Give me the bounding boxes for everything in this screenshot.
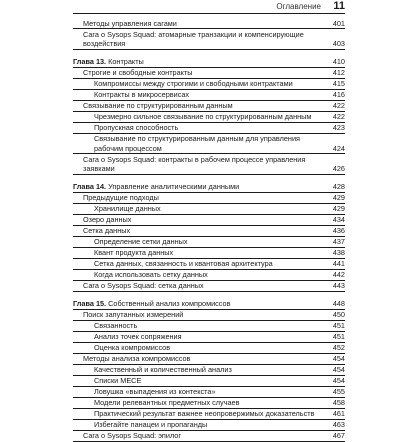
toc-entry-title (94, 237, 331, 247)
toc-entry-text: Озеро данных (83, 215, 132, 224)
toc-entry[interactable] (73, 123, 345, 134)
toc-entry-text: Связывание по структурированным данным (83, 101, 233, 110)
toc-entry-title (83, 354, 331, 364)
toc-entry[interactable] (73, 365, 345, 376)
toc-page-number: 455 (332, 387, 345, 396)
toc-page-number: 424 (332, 143, 345, 153)
toc-entry-title (94, 123, 331, 133)
toc-entry-title (83, 193, 331, 203)
toc-entry[interactable] (73, 343, 345, 354)
toc-entry-title (94, 343, 331, 353)
toc-entry-text: Сетка данных (83, 226, 131, 235)
toc-entry[interactable] (73, 90, 345, 101)
toc-entry-title (94, 420, 331, 430)
toc-entry-title (94, 270, 331, 280)
toc-entry-title (83, 19, 331, 29)
toc-page-number: 401 (332, 18, 345, 28)
toc-entry[interactable] (73, 154, 345, 175)
toc-entry-text: Компромиссы между строгими и свободными контрактами (94, 79, 293, 88)
toc-entry-text: Хранилище данных (94, 204, 161, 213)
toc-entry[interactable] (73, 112, 345, 123)
running-header-title: Оглавление (276, 2, 321, 11)
toc-entry[interactable] (73, 420, 345, 431)
header-rule (73, 13, 345, 14)
toc-chapter-entry[interactable] (73, 57, 345, 68)
toc-entry-text: Избегайте панацеи и пропаганды (94, 420, 208, 429)
toc-entry-title (83, 68, 331, 78)
toc-entry-text: Определение сетки данных (94, 237, 188, 246)
toc-page-number: 436 (332, 226, 345, 235)
toc-page-number: 448 (332, 299, 345, 308)
toc-chapter-entry[interactable] (73, 299, 345, 310)
toc-entry[interactable] (73, 310, 345, 321)
toc-entry-title (83, 281, 331, 291)
toc-entry[interactable] (73, 376, 345, 387)
toc-entry[interactable] (73, 354, 345, 365)
toc-page-number: 443 (332, 281, 345, 290)
toc-page-number: 451 (332, 321, 345, 330)
toc-entry[interactable] (73, 193, 345, 204)
toc-page-number: 429 (332, 193, 345, 202)
toc-entry[interactable] (73, 332, 345, 343)
toc-entry-title (83, 310, 331, 320)
toc-entry-text: Модели релевантных предметных случаев (94, 398, 240, 407)
toc-entry-title (94, 398, 331, 408)
toc-page-number: 441 (332, 259, 345, 268)
toc-entry[interactable] (73, 398, 345, 409)
toc-page-number: 403 (332, 39, 345, 48)
toc-entry-text: Сага о Sysops Squad: эпилог (83, 431, 182, 440)
toc-entry-text: Методы анализа компромиссов (83, 354, 191, 363)
toc-page-number: 429 (332, 204, 345, 213)
toc-entry[interactable] (73, 237, 345, 248)
toc-entry-title (73, 182, 331, 192)
toc-entry-title (94, 248, 331, 258)
toc-entry[interactable] (73, 79, 345, 90)
toc-entry-title (94, 134, 331, 153)
toc-entry-text: Сетка данных, связанность и квантовая архитектура (94, 259, 273, 268)
toc-page-number: 434 (332, 215, 345, 224)
toc-entry-title (94, 409, 331, 419)
toc-entry-text: Контракты в микросервисах (94, 90, 190, 99)
toc-entry-text: Предыдущие подходы (83, 193, 159, 202)
toc-entry-title (94, 90, 331, 100)
toc-page-number: 452 (332, 343, 345, 352)
toc-entry-text: Собственный анализ компромиссов (108, 299, 231, 308)
toc-entry[interactable] (73, 248, 345, 259)
toc-page-number: 438 (332, 248, 345, 257)
toc-entry[interactable] (73, 259, 345, 270)
toc-entry[interactable] (73, 281, 345, 292)
toc-entry-text: Сага о Sysops Squad: контракты в рабочем процессе управления заявками (83, 154, 306, 173)
toc-entry-text: Пропускная способность (94, 123, 179, 132)
toc-entry-text: Контракты (108, 57, 144, 66)
toc-entry[interactable] (73, 409, 345, 420)
toc-entry[interactable] (73, 431, 345, 442)
toc-entry-title (94, 204, 331, 214)
toc-entry[interactable] (73, 68, 345, 79)
toc-entry-text: Ловушка «выпадения из контекста» (94, 387, 216, 396)
chapter-number: Глава 15. (73, 299, 107, 308)
toc-page-number: 450 (332, 310, 345, 319)
toc-page-number: 458 (332, 398, 345, 407)
toc-page-number: 454 (332, 376, 345, 385)
toc-page-number: 461 (332, 409, 345, 418)
toc-entry[interactable] (73, 101, 345, 112)
toc-entry-text: Сага о Sysops Squad: атомарные транзакции и компенсирующие воздействия (83, 29, 304, 48)
toc-entry-text: Поиск запутанных измерений (83, 310, 184, 319)
toc-entry-title (94, 259, 331, 269)
toc-entry-title (73, 299, 331, 309)
toc-page-number: 423 (332, 123, 345, 132)
toc-entry-title (94, 376, 331, 386)
toc-entry-text: Чрезмерно сильное связывание по структурированным данным (94, 112, 312, 121)
toc-entry[interactable] (73, 270, 345, 281)
toc-entry[interactable] (73, 226, 345, 237)
toc-chapter-entry[interactable] (73, 182, 345, 193)
toc-entry[interactable] (73, 215, 345, 226)
toc-entry-title (94, 387, 331, 397)
toc-entry-text: Анализ точек сопряжения (94, 332, 182, 341)
toc-page-number: 454 (332, 365, 345, 374)
toc-entry[interactable] (73, 321, 345, 332)
toc-entry-title (94, 321, 331, 331)
chapter-number: Глава 13. (73, 57, 107, 66)
toc-entry-text: Когда использовать сетку данных (94, 270, 208, 279)
chapter-number: Глава 14. (73, 182, 107, 191)
toc-page-number: 467 (332, 431, 345, 440)
toc-page-number: 437 (332, 237, 345, 246)
toc-entry-text: Связывание по структурированным данным для управления рабочим процессом (94, 134, 300, 153)
toc-entry-text: Качественный и количественный анализ (94, 365, 232, 374)
toc-entry[interactable] (73, 134, 345, 155)
toc-entry[interactable] (73, 18, 345, 29)
toc-entry-title (83, 155, 331, 174)
toc-page-number: 442 (332, 270, 345, 279)
toc-entry-text: Квант продукта данных (94, 248, 174, 257)
toc-entry-text: Связанность (94, 321, 138, 330)
toc-entry-title (83, 215, 331, 225)
toc-entry-title (83, 101, 331, 111)
toc-page-number: 463 (332, 420, 345, 429)
toc-entry-text: Практический результат важнее неопровержимых доказательств (94, 409, 315, 418)
toc-entry-title (83, 226, 331, 236)
toc-entry-text: Строгие и свободные контракты (83, 68, 193, 77)
toc-page-number: 426 (332, 164, 345, 173)
table-of-contents (73, 18, 345, 442)
toc-entry-title (83, 30, 331, 49)
toc-entry[interactable] (73, 204, 345, 215)
toc-entry[interactable] (73, 29, 345, 50)
toc-page-number: 410 (332, 57, 345, 66)
page-number: 11 (333, 0, 345, 12)
toc-page-number: 412 (332, 68, 345, 77)
toc-entry-title (73, 57, 331, 67)
running-header (73, 0, 345, 14)
toc-page-number: 415 (332, 79, 345, 88)
toc-entry-title (94, 79, 331, 89)
toc-entry-title (94, 365, 331, 375)
toc-entry-title (94, 112, 331, 122)
toc-page-number: 422 (332, 112, 345, 121)
toc-entry-text: Оценка компромиссов (94, 343, 171, 352)
toc-page-number: 454 (332, 354, 345, 363)
toc-entry-text: Сага о Sysops Squad: сетка данных (83, 281, 204, 290)
toc-entry-text: Управление аналитическими данными (108, 182, 240, 191)
toc-entry-title (83, 431, 331, 441)
toc-page-number: 428 (332, 182, 345, 191)
toc-entry[interactable] (73, 387, 345, 398)
toc-page-number: 451 (332, 332, 345, 341)
toc-entry-text: Списки MECE (94, 376, 142, 385)
toc-entry-title (94, 332, 331, 342)
toc-page-number: 422 (332, 101, 345, 110)
toc-page-number: 416 (332, 90, 345, 99)
toc-entry-text: Методы управления сагами (83, 18, 177, 28)
